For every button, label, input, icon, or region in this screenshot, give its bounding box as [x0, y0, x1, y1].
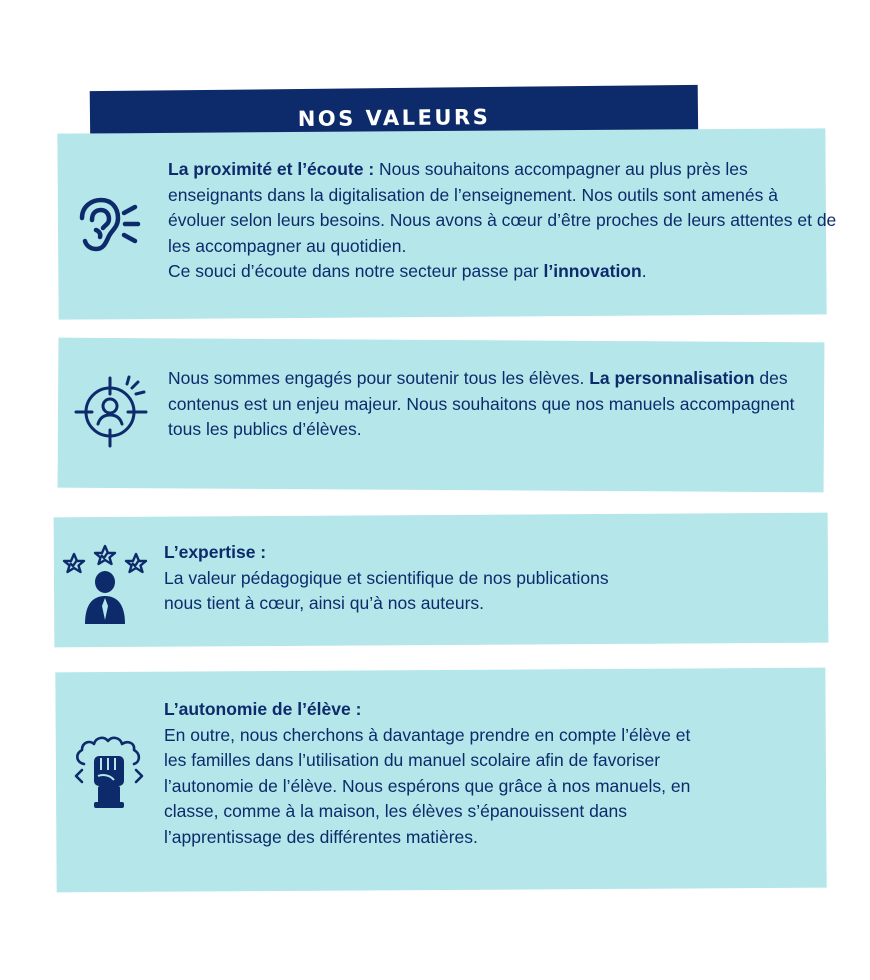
value-line4-autonomie: classe, comme à la maison, les élèves s’épanouissent dans [164, 801, 628, 821]
value-text-personnalisation [168, 366, 818, 443]
value-label-proximite: La proximité et l’écoute : [168, 159, 375, 179]
target-person-icon [74, 374, 154, 452]
value-line5-autonomie: l’apprentissage des différentes matières. [164, 826, 478, 847]
value-line3-autonomie: l’autonomie de l’élève. Nous espérons que grâce à nos manuels, en [164, 775, 691, 796]
innovation-keyword: l’innovation [543, 261, 642, 281]
value-text-autonomie [164, 697, 804, 850]
value-body-suffix: des contenus est un enjeu majeur. Nous souhaitons que nos manuels accompagnent tous les publics d’élèves. [168, 368, 795, 439]
value-label-autonomie: L’autonomie de l’élève : [164, 699, 362, 719]
value-text-proximite [168, 157, 838, 285]
value-label-expertise: L’expertise : [164, 542, 267, 562]
personnalisation-keyword: La personnalisation [589, 368, 755, 388]
value-line1-autonomie: En outre, nous cherchons à davantage prendre en compte l’élève et [164, 724, 691, 745]
value-body-prefix: Nous sommes engagés pour soutenir tous les élèves. [168, 368, 590, 388]
value-line2-autonomie: les familles dans l’utilisation du manuel scolaire afin de favoriser [164, 750, 661, 770]
value-text-expertise [164, 540, 724, 617]
expert-stars-icon [60, 544, 150, 626]
value-line2-prefix: Ce souci d’écoute dans notre secteur passe par [168, 261, 544, 281]
value-body-proximite: Nous souhaitons accompagner au plus près les enseignants dans la digitalisation de l’enseignement. Nos outils sont amenés à évoluer selon leurs besoins. Nous avons à cœur d’être proches de leurs attentes et de les accompagner au quotidien. [168, 159, 837, 256]
ear-icon [72, 196, 142, 256]
raised-fist-icon [72, 734, 146, 810]
page-title: NOS VALEURS [297, 104, 491, 132]
value-line2-suffix: . [641, 261, 647, 281]
value-line2-expertise: nous tient à cœur, ainsi qu’à nos auteurs. [164, 593, 485, 613]
value-line1-expertise: La valeur pédagogique et scientifique de nos publications [164, 567, 609, 588]
